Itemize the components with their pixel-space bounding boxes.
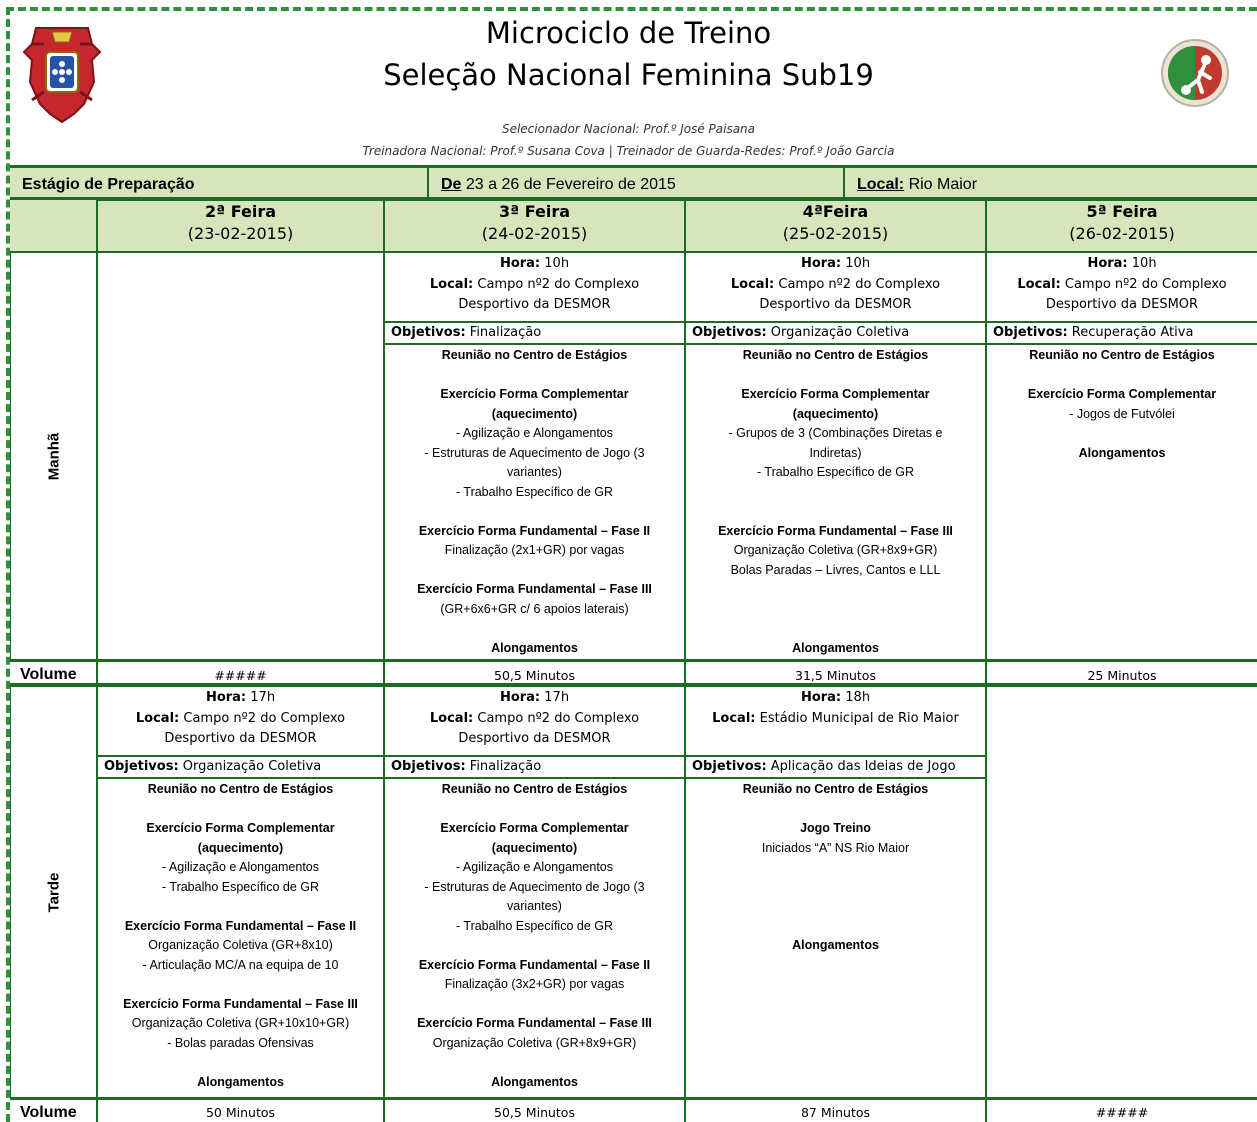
activity-line: Iniciados “A” NS Rio Maior	[761, 840, 910, 855]
local-label: Local:	[135, 710, 180, 726]
activity-line: - Trabalho Específico de GR	[455, 918, 614, 933]
local-value-2: Desportivo da DESMOR	[164, 731, 317, 746]
corner-cell	[10, 200, 97, 252]
activity-line: Reunião no Centro de Estágios	[441, 348, 628, 362]
local-value-2: Desportivo da DESMOR	[1045, 297, 1199, 312]
local-label: Local:	[712, 710, 756, 726]
afternoon-volume-tuesday: 50,5 Minutos	[384, 1098, 685, 1122]
activity-line: Organização Coletiva (GR+8x9+GR)	[733, 543, 938, 557]
hora-label: Hora:	[1087, 256, 1128, 271]
day-date: (23-02-2015)	[187, 224, 294, 243]
activity-line: Alongamentos	[1078, 445, 1166, 460]
activity-line: Exercício Forma Fundamental – Fase II	[124, 918, 357, 933]
day-name: 3ª Feira	[498, 202, 571, 221]
local-value: Rio Maior	[904, 176, 978, 193]
objectives-value: Organização Coletiva	[178, 759, 322, 774]
activity-line: (aquecimento)	[491, 406, 578, 421]
activity-line: Jogo Treino	[800, 821, 871, 835]
activity-line: (aquecimento)	[792, 406, 879, 421]
activity-line: Bolas Paradas – Livres, Cantos e LLL	[730, 562, 941, 577]
hora-value: 10h	[540, 256, 570, 271]
morning-volume-label-cell	[10, 660, 97, 686]
page-title: Microciclo de Treino	[485, 16, 772, 50]
date-prefix: De	[441, 176, 462, 193]
objectives-label: Objetivos:	[993, 325, 1068, 340]
volume-label: Volume	[20, 1104, 77, 1121]
tuesday-afternoon-objectives	[384, 756, 685, 778]
hora-label: Hora:	[499, 690, 541, 705]
stage-cell	[10, 165, 428, 200]
tuesday-afternoon-info	[384, 686, 685, 756]
date-cell	[428, 165, 844, 200]
schedule-table	[10, 165, 1257, 1122]
hora-label: Hora:	[499, 256, 541, 271]
thursday-afternoon-cell	[986, 686, 1257, 1098]
afternoon-volume-label-cell	[10, 1098, 97, 1122]
objectives-value: Recuperação Ativa	[1067, 325, 1194, 340]
activity-line: (aquecimento)	[491, 840, 578, 855]
activity-line: Finalização (2x1+GR) por vagas	[444, 543, 625, 557]
activity-line: - Trabalho Específico de GR	[161, 879, 320, 894]
monday-afternoon-objectives	[97, 756, 384, 778]
activity-line: Reunião no Centro de Estágios	[147, 782, 334, 796]
activity-line: Reunião no Centro de Estágios	[441, 782, 628, 796]
thursday-morning-activities	[986, 344, 1257, 660]
afternoon-volume-thursday: #####	[986, 1098, 1257, 1122]
objectives-value: Organização Coletiva	[766, 325, 910, 340]
day-date: (25-02-2015)	[782, 224, 889, 243]
local-value: Campo nº2 do Complexo	[1060, 276, 1227, 292]
activity-line: Alongamentos	[792, 640, 879, 655]
hora-value: 18h	[841, 690, 871, 705]
afternoon-label: Tarde	[44, 872, 62, 912]
afternoon-volume-monday: 50 Minutos	[97, 1098, 384, 1122]
objectives-label: Objetivos:	[391, 759, 466, 774]
hora-value: 10h	[841, 256, 871, 271]
activity-line: Alongamentos	[792, 938, 879, 952]
activity-line: - Agilização e Alongamentos	[455, 426, 614, 440]
wednesday-afternoon-activities	[685, 778, 986, 1098]
day-header-thursday	[986, 200, 1257, 252]
local-label: Local:	[429, 276, 474, 292]
activity-line: Reunião no Centro de Estágios	[1029, 348, 1215, 362]
day-header-wednesday	[685, 200, 986, 252]
activity-line: - Trabalho Específico de GR	[455, 484, 614, 499]
activity-line: (GR+6x6+GR c/ 6 apoios laterais)	[440, 601, 629, 616]
activity-line: Exercício Forma Fundamental – Fase III	[417, 1016, 652, 1030]
activity-line: Finalização (3x2+GR) por vagas	[444, 977, 625, 991]
staff-line: Treinadora Nacional: Prof.º Susana Cova | Treinador de Guarda-Redes: Prof.º João Garcia	[362, 144, 895, 158]
morning-label-cell	[10, 252, 97, 660]
day-name: 4ªFeira	[802, 202, 869, 221]
hora-label: Hora:	[800, 690, 842, 705]
local-label: Local:	[429, 710, 474, 726]
activity-line: Exercício Forma Complementar	[146, 821, 335, 835]
objectives-value: Finalização	[465, 325, 542, 340]
day-date: (26-02-2015)	[1069, 224, 1175, 243]
objectives-label: Objetivos:	[692, 325, 767, 340]
local-value: Campo nº2 do Complexo	[774, 276, 941, 292]
activity-line: Indiretas)	[809, 445, 862, 460]
objectives-value: Finalização	[465, 759, 542, 774]
tuesday-morning-info	[384, 252, 685, 322]
activity-line: Exercício Forma Fundamental – Fase III	[417, 582, 652, 596]
afternoon-label-cell	[10, 686, 97, 1098]
volume-label: Volume	[20, 666, 77, 683]
activity-line: Exercício Forma Complementar	[440, 387, 629, 401]
morning-volume-thursday: 25 Minutos	[986, 660, 1257, 686]
activity-line: - Estruturas de Aquecimento de Jogo (3	[424, 879, 645, 894]
morning-volume-wednesday: 31,5 Minutos	[685, 660, 986, 686]
hora-label: Hora:	[205, 690, 247, 705]
wednesday-afternoon-info	[685, 686, 986, 756]
activity-line: Alongamentos	[491, 1074, 578, 1089]
activity-line: - Trabalho Específico de GR	[756, 465, 915, 479]
hora-value: 10h	[1127, 256, 1157, 271]
activity-line: - Agilização e Alongamentos	[455, 860, 614, 874]
activity-line: Exercício Forma Fundamental – Fase II	[418, 523, 651, 538]
activity-line: - Articulação MC/A na equipa de 10	[142, 957, 339, 972]
hora-value: 17h	[540, 690, 570, 705]
hora-value: 17h	[246, 690, 276, 705]
wednesday-afternoon-objectives	[685, 756, 986, 778]
activity-line: Organização Coletiva (GR+8x9+GR)	[432, 1035, 637, 1050]
objectives-label: Objetivos:	[692, 759, 767, 774]
day-header-tuesday	[384, 200, 685, 252]
objectives-value: Aplicação das Ideias de Jogo	[766, 759, 956, 774]
activity-line: - Jogos de Futvólei	[1069, 406, 1175, 421]
day-header-monday	[97, 200, 384, 252]
activity-line: Exercício Forma Fundamental – Fase III	[123, 996, 358, 1011]
monday-morning-cell	[97, 252, 384, 660]
morning-volume-monday: #####	[97, 660, 384, 686]
day-name: 2ª Feira	[204, 202, 277, 221]
tuesday-morning-activities	[384, 344, 685, 660]
monday-afternoon-activities	[97, 778, 384, 1098]
wednesday-morning-info	[685, 252, 986, 322]
local-value-2: Desportivo da DESMOR	[759, 297, 912, 312]
afternoon-volume-wednesday: 87 Minutos	[685, 1098, 986, 1122]
morning-label: Manhã	[44, 432, 62, 480]
date-value: 23 a 26 de Fevereiro de 2015	[461, 176, 676, 193]
activity-line: - Estruturas de Aquecimento de Jogo (3	[424, 445, 645, 460]
activity-line: - Bolas paradas Ofensivas	[167, 1035, 314, 1050]
activity-line: Alongamentos	[491, 640, 578, 655]
activity-line: variantes)	[507, 465, 562, 479]
local-value: Campo nº2 do Complexo	[473, 710, 640, 726]
local-value-2: Desportivo da DESMOR	[458, 731, 611, 746]
objectives-label: Objetivos:	[391, 325, 466, 340]
activity-line: - Grupos de 3 (Combinações Diretas e	[728, 426, 943, 440]
coach-line: Selecionador Nacional: Prof.º José Paisana	[501, 122, 756, 136]
page-border-top	[6, 7, 1257, 11]
morning-volume-tuesday: 50,5 Minutos	[384, 660, 685, 686]
local-label: Local:	[1017, 276, 1061, 292]
thursday-morning-info	[986, 252, 1257, 322]
monday-afternoon-info	[97, 686, 384, 756]
activity-line: Exercício Forma Complementar	[741, 387, 930, 401]
local-value-2: Desportivo da DESMOR	[458, 297, 611, 312]
activity-line: Reunião no Centro de Estágios	[742, 348, 929, 362]
activity-line: Exercício Forma Fundamental – Fase III	[718, 523, 953, 538]
local-label: Local:	[730, 276, 775, 292]
activity-line: variantes)	[507, 899, 562, 913]
objectives-label: Objetivos:	[104, 759, 179, 774]
activity-line: Exercício Forma Complementar	[440, 821, 629, 835]
local-cell	[844, 165, 1257, 200]
day-date: (24-02-2015)	[481, 224, 588, 243]
page-subtitle: Seleção Nacional Feminina Sub19	[383, 58, 874, 92]
activity-line: Exercício Forma Fundamental – Fase II	[418, 957, 651, 972]
activity-line: Reunião no Centro de Estágios	[742, 782, 929, 796]
local-value: Campo nº2 do Complexo	[473, 276, 640, 292]
local-value: Campo nº2 do Complexo	[179, 710, 346, 726]
thursday-morning-objectives	[986, 322, 1257, 344]
local-value: Estádio Municipal de Rio Maior	[755, 710, 959, 726]
stage-label: Estágio de Preparação	[22, 176, 195, 193]
activity-line: - Agilização e Alongamentos	[161, 860, 320, 874]
activity-line: Alongamentos	[197, 1074, 284, 1089]
activity-line: Organização Coletiva (GR+8x10)	[148, 938, 333, 952]
day-name: 5ª Feira	[1086, 202, 1158, 221]
local-label: Local:	[857, 176, 905, 193]
tuesday-afternoon-activities	[384, 778, 685, 1098]
tuesday-morning-objectives	[384, 322, 685, 344]
wednesday-morning-activities	[685, 344, 986, 660]
activity-line: (aquecimento)	[197, 840, 284, 855]
hora-label: Hora:	[800, 256, 842, 271]
activity-line: Organização Coletiva (GR+10x10+GR)	[131, 1016, 350, 1030]
activity-line: Exercício Forma Complementar	[1027, 387, 1217, 401]
wednesday-morning-objectives	[685, 322, 986, 344]
